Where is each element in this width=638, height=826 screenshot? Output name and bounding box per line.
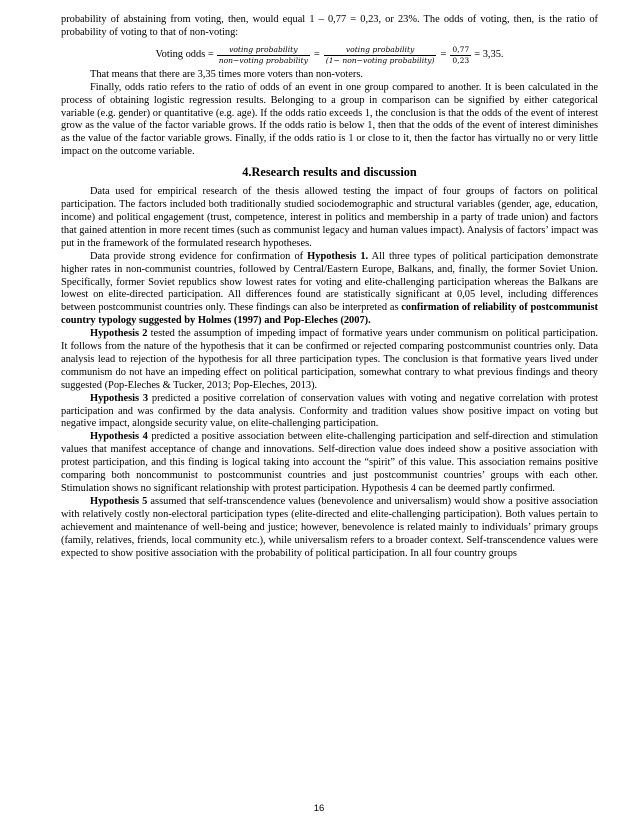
text: All three types of political participation demonstrate higher rates in non-communist countries, followed by Central/Eastern Europe, Balkans, and, finally, the former Soviet Union. Specifically, former Soviet republics show lowest rates for voting and elite-challenging participation whereas the Balkans are lowest on elite-directed participation. All differences found are statistically significant at 0,05 level, including differences between postcommunist countries only. These findings can also be interpreted as bbox=[61, 250, 599, 314]
hypothesis-2-label: Hypothesis 2 bbox=[90, 328, 148, 340]
fraction-3 bbox=[450, 45, 471, 66]
equals-sign: = bbox=[313, 48, 320, 60]
equals-sign: = bbox=[440, 48, 447, 60]
fraction-3-numerator: 0,77 bbox=[452, 44, 470, 54]
paragraph-hypothesis-1 bbox=[61, 251, 598, 328]
paragraph-means: That means that there are 3,35 times more voters than non-voters. bbox=[90, 68, 363, 80]
voting-odds-equation bbox=[61, 45, 598, 66]
text: assumed that self-transcendence values (benevolence and universalism) would show a positive association with relatively costly non-electoral participation types (elite-directed and elite-challenging participation). Both values pertain to achievement and maintenance of well-being and justice; however, benevolence is related mainly to individuals’ primary groups (family, relatives, friends, local community etc.), while universalism refers to a broader context. Self-transcendence values were expected to show positive association with the probability of political participation. In all four country groups bbox=[61, 495, 599, 559]
paragraph-hypothesis-2 bbox=[61, 328, 598, 393]
fraction-1-denominator: non−voting probability bbox=[218, 55, 308, 65]
paragraph-hypothesis-5 bbox=[61, 496, 598, 561]
equation-result: = 3,35. bbox=[474, 48, 504, 60]
fraction-3-denominator: 0,23 bbox=[452, 55, 470, 65]
hypothesis-5-label: Hypothesis 5 bbox=[90, 495, 148, 507]
paragraph-odds-intro: probability of abstaining from voting, then, would equal 1 – 0,77 = 0,23, or 23%. The odds of voting, then, is the ratio of probability of voting to that of non-voting: bbox=[61, 14, 598, 38]
fraction-2 bbox=[324, 45, 437, 66]
section-heading: 4.Research results and discussion bbox=[242, 165, 417, 180]
page-number: 16 bbox=[313, 803, 325, 814]
text: Data provide strong evidence for confirmation of bbox=[90, 250, 308, 262]
paragraph-hypothesis-4 bbox=[61, 431, 598, 496]
page-content bbox=[61, 14, 598, 560]
paragraph-data: Data used for empirical research of the thesis allowed testing the impact of four groups of factors on political participation. The factors included both traditionally studied sociodemographic and structural variables (gender, age, education, income) and political engagement (trust, competence, interest in politics and membership in a party of trade union) and factors that gained attention in more recent times (such as communist legacy and human values impact). Analysis of factors’ impact was put in the framework of the formulated research hypotheses. bbox=[61, 186, 598, 249]
text: tested the assumption of impeding impact of formative years under communism on political participation. It follows from the nature of the hypothesis that it can be confirmed or rejected comparing postcommunist countries only. Data analysis lead to rejection of the hypothesis for all three participation types. The conclusion is that formative years lived under communism do not have an impeding effect on political participation, somewhat contrary to what previous findings and theory suggested (Pop-Eleches & Tucker, 2013; Pop-Eleches, 2013). bbox=[61, 328, 598, 391]
hypothesis-4-label: Hypothesis 4 bbox=[90, 431, 148, 443]
paragraph-hypothesis-3 bbox=[61, 393, 598, 432]
hypothesis-1-conclusion: confirmation of reliability of postcommunist country typology suggested by Holmes (1997) and Pop-Eleches (2007). bbox=[61, 302, 598, 327]
fraction-1 bbox=[217, 45, 310, 66]
text: predicted a positive correlation of conservation values with voting and negative correlation with protest participation and was confirmed by the data analysis. Conformity and tradition values show positive impact on voting but negative impact, alongside security value, on elite-challenging participation. bbox=[61, 392, 598, 430]
fraction-2-numerator: voting probability bbox=[345, 44, 415, 54]
fraction-1-numerator: voting probability bbox=[229, 44, 298, 54]
text: predicted a positive association between elite-challenging participation and self-direction and stimulation values that manifest acceptance of change and innovations. Self-direction value does indeed show a positive association with protest participation, and this finding is logical taking into account the “spirit” of this value. This association remains positive comparing both noncommunist to postcommunist countries and just postcommunist countries’ groups with each other. Stimulation shows no significant relationship with protest participation. Hypothesis 4 can be deemed partly confirmed. bbox=[61, 431, 598, 494]
fraction-2-denominator: (1− non−voting probability) bbox=[325, 55, 435, 65]
paragraph-odds-ratio: Finally, odds ratio refers to the ratio of odds of an event in one group compared to another. It is been calculated in the process of obtaining logistic regression results. Belonging to a group in comparison can be signified by either categorical variable (e.g. gender) or quantitative (e.g. age). If the odds ratio exceeds 1, the conclusion is that the odds of the event of interest grow as the value of the factor variable grows. If the odds ratio is below 1, then that the odds of the event of interest diminishes as the value of the factor variable grows. Finally, if the odds ratio is 1 or close to it, then the factor has virtually no or very little impact on the outcome variable. bbox=[61, 81, 598, 158]
hypothesis-3-label: Hypothesis 3 bbox=[90, 392, 149, 404]
hypothesis-1-label: Hypothesis 1. bbox=[307, 250, 369, 262]
equation-lhs: Voting odds = bbox=[155, 48, 214, 60]
